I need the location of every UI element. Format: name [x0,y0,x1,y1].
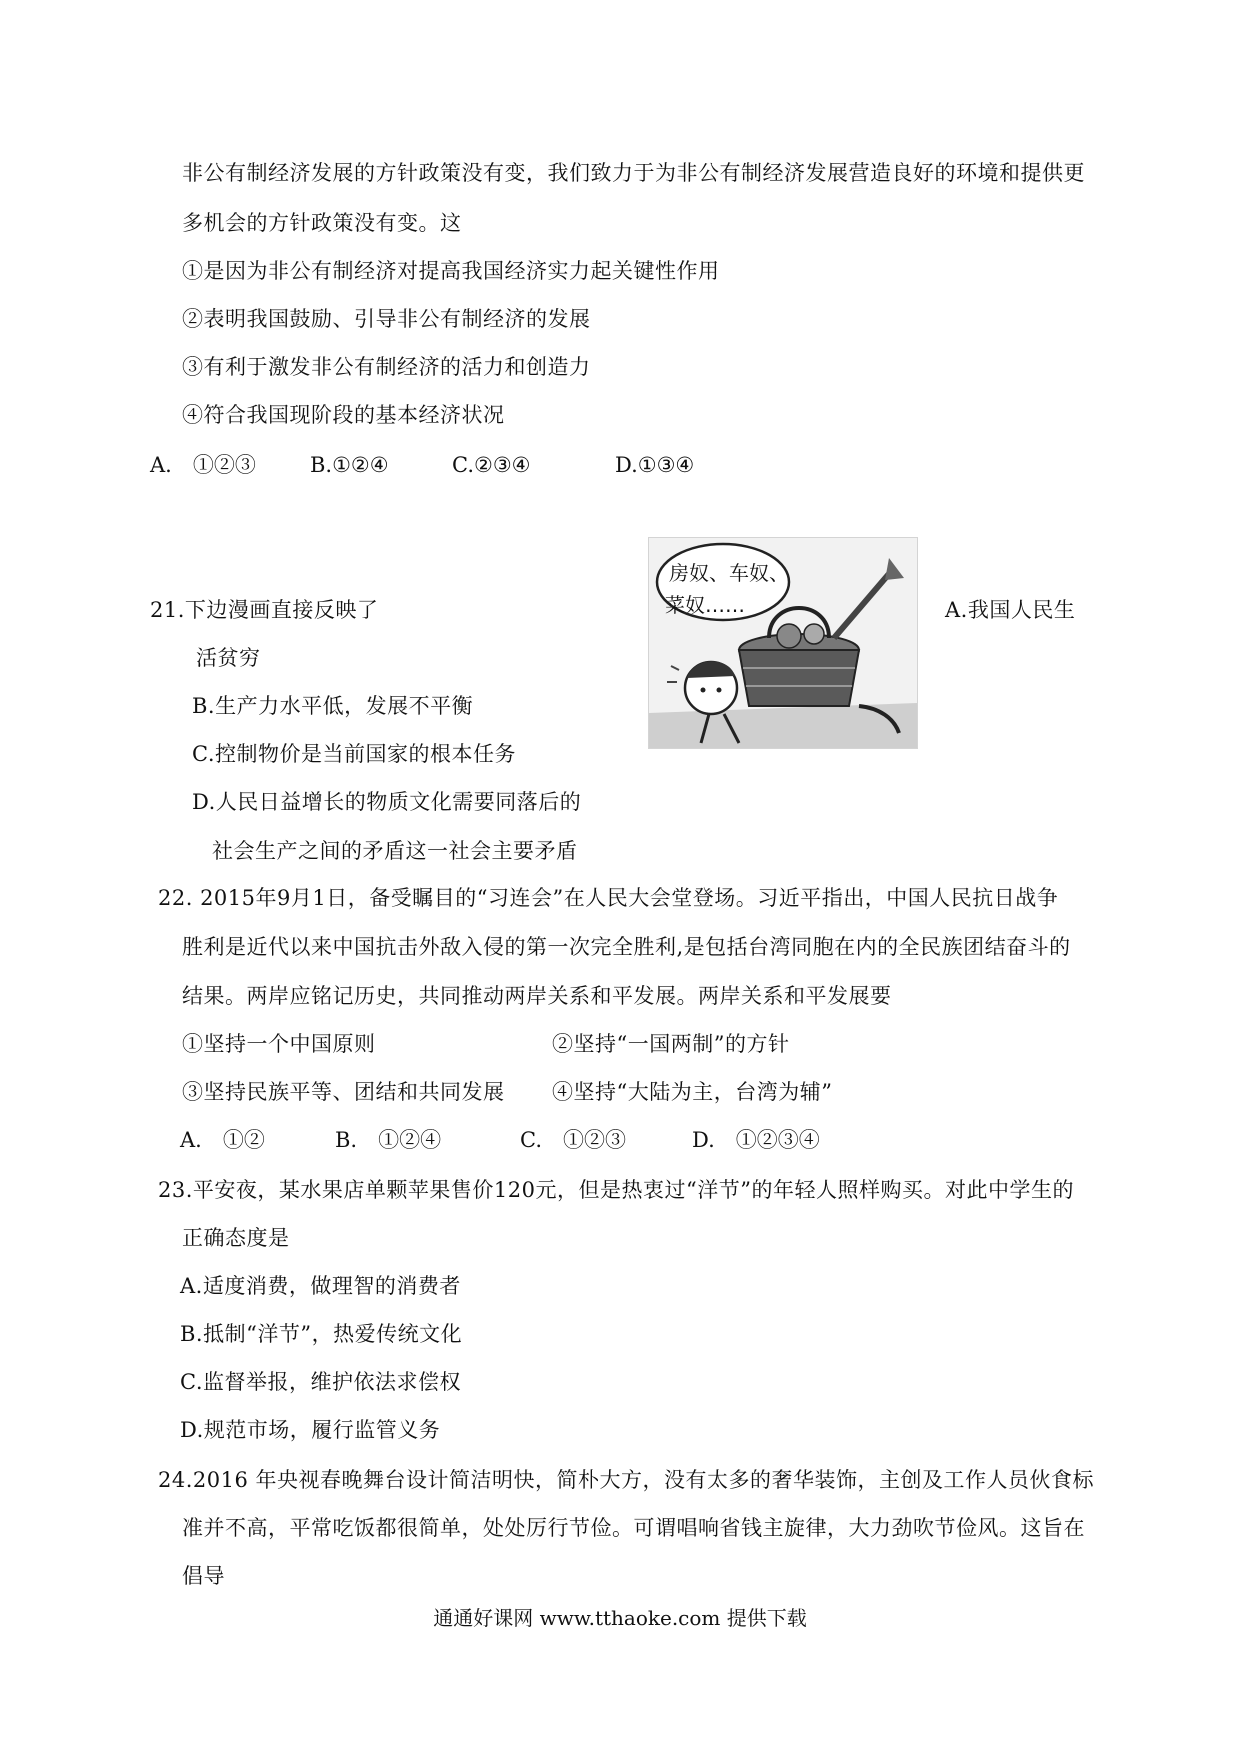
q23-option-a: A.适度消费，做理智的消费者 [180,1274,461,1298]
cartoon-illustration [648,537,918,749]
q20-option-a: A. ①②③ [150,453,256,477]
q24-stem-line-2: 准并不高，平常吃饭都很简单，处处厉行节俭。可谓唱响省钱主旋律，大力劲吹节俭风。这旨在 [182,1516,1085,1540]
q22-statement-1: ①坚持一个中国原则 [182,1032,376,1056]
bubble-text-line-1: 房奴、车奴、 [669,561,789,585]
q22-option-c: C. ①②③ [520,1128,626,1152]
q23-stem-line-1: 23.平安夜，某水果店单颗苹果售价120元，但是热衷过“洋节”的年轻人照样购买。对此中学生的 [158,1178,1074,1202]
q22-statement-4: ④坚持“大陆为主，台湾为辅” [552,1080,833,1104]
q22-options [180,1125,1080,1155]
q23-option-d: D.规范市场，履行监管义务 [180,1418,441,1442]
q21-option-c: C.控制物价是当前国家的根本任务 [192,742,516,766]
q20-stem-line-1: 非公有制经济发展的方针政策没有变，我们致力于为非公有制经济发展营造良好的环境和提供更 [182,161,1085,185]
q21-option-b: B.生产力水平低，发展不平衡 [192,694,474,718]
q22-statement-2: ②坚持“一国两制”的方针 [552,1032,790,1056]
q22-option-a: A. ①② [180,1128,265,1152]
q23-option-c: C.监督举报，维护依法求偿权 [180,1370,461,1394]
q21-option-d-line-1: D.人民日益增长的物质文化需要同落后的 [192,790,582,814]
page-footer: 通通好课网 www.tthaoke.com 提供下载 [433,1606,807,1630]
q20-statement-4: ④符合我国现阶段的基本经济状况 [182,403,505,427]
q20-statement-3: ③有利于激发非公有制经济的活力和创造力 [182,355,591,379]
q24-stem-line-1: 24.2016 年央视春晚舞台设计简洁明快，简朴大方，没有太多的奢华装饰，主创及工作人员伙食标 [158,1468,1095,1492]
q20-option-c: C.②③④ [452,453,531,477]
q20-statement-1: ①是因为非公有制经济对提高我国经济实力起关键性作用 [182,259,720,283]
q20-stem-line-2: 多机会的方针政策没有变。这 [182,211,462,235]
q22-statement-3: ③坚持民族平等、团结和共同发展 [182,1080,505,1104]
q20-option-d: D.①③④ [615,453,695,477]
cartoon-drawing [649,538,917,748]
q22-option-b: B. ①②④ [335,1128,442,1152]
q22-stem-line-3: 结果。两岸应铭记历史，共同推动两岸关系和平发展。两岸关系和平发展要 [182,984,892,1008]
q21-option-a-line-2: 活贫穷 [196,646,261,670]
q24-stem-line-3: 倡导 [182,1564,225,1588]
q23-option-b: B.抵制“洋节”，热爱传统文化 [180,1322,463,1346]
q21-stem: 21.下边漫画直接反映了 [150,598,379,622]
basket-icon [739,650,859,706]
q22-option-d: D. ①②③④ [692,1128,820,1152]
q20-statement-2: ②表明我国鼓励、引导非公有制经济的发展 [182,307,591,331]
q22-stem-line-2: 胜利是近代以来中国抗击外敌入侵的第一次完全胜利,是包括台湾同胞在内的全民族团结奋斗的 [182,935,1071,959]
q23-stem-line-2: 正确态度是 [182,1226,290,1250]
q22-stem-line-1: 22. 2015年9月1日，备受瞩目的“习连会”在人民大会堂登场。习近平指出，中国人民抗日战争 [158,886,1059,910]
q20-option-b: B.①②④ [310,453,389,477]
q20-options [150,450,1050,480]
bubble-text-line-2: 菜奴…… [665,593,745,617]
q21-option-a-line-1: A.我国人民生 [945,598,1076,622]
q21-option-d-line-2: 社会生产之间的矛盾这一社会主要矛盾 [212,839,578,863]
